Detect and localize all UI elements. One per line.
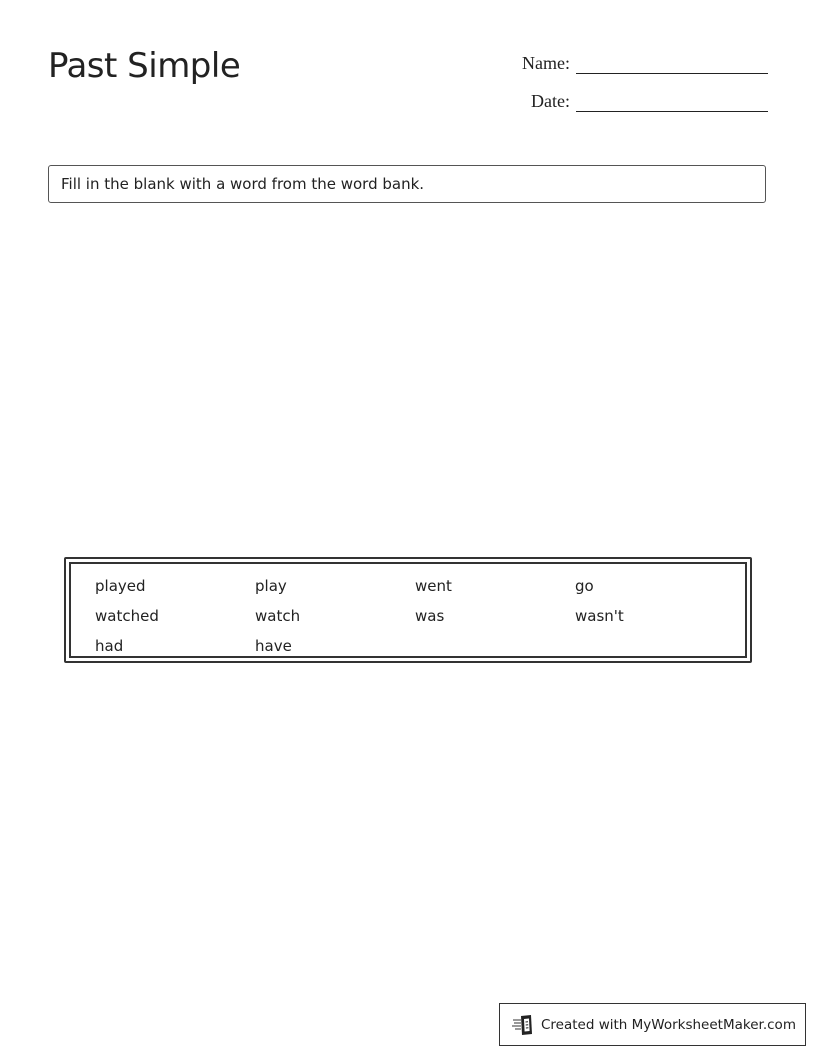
footer-credit-text: Created with MyWorksheetMaker.com bbox=[541, 1016, 796, 1033]
word-bank-item: play bbox=[255, 577, 287, 595]
date-label: Date: bbox=[531, 91, 570, 111]
word-bank-grid bbox=[95, 571, 735, 661]
date-blank-line bbox=[576, 90, 768, 112]
instructions-box bbox=[48, 165, 766, 203]
word-bank-item: wasn't bbox=[575, 607, 624, 625]
footer-credit-badge[interactable] bbox=[499, 1003, 806, 1046]
word-bank bbox=[64, 557, 752, 663]
word-bank-item: watched bbox=[95, 607, 159, 625]
word-bank-item: watch bbox=[255, 607, 301, 625]
word-bank-item: had bbox=[95, 637, 124, 655]
word-bank-item: went bbox=[415, 577, 452, 595]
worksheet-maker-logo-icon bbox=[512, 1013, 534, 1037]
word-bank-inner-border bbox=[69, 562, 747, 658]
word-bank-item: go bbox=[575, 577, 594, 595]
word-bank-item: was bbox=[415, 607, 445, 625]
date-field bbox=[510, 90, 768, 112]
page-title: Past Simple bbox=[48, 46, 241, 86]
name-label: Name: bbox=[522, 53, 570, 73]
word-bank-item: played bbox=[95, 577, 146, 595]
instructions-text: Fill in the blank with a word from the word bank. bbox=[61, 175, 425, 193]
name-blank-line bbox=[576, 52, 768, 74]
name-field bbox=[510, 52, 768, 74]
word-bank-item: have bbox=[255, 637, 292, 655]
